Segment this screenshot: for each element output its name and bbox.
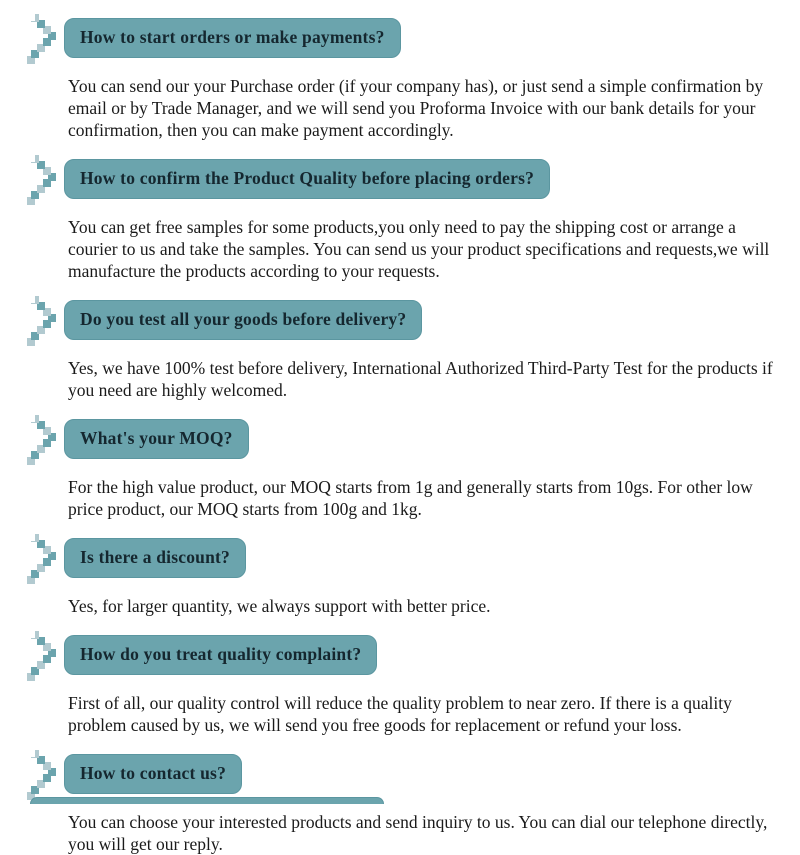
answer-text: Yes, we have 100% test before delivery, International Authorized Third-Party Test for the products if you need are highly welcomed.	[68, 358, 773, 400]
pixel-chevron-icon	[27, 533, 61, 583]
question-row	[27, 533, 800, 583]
question-row	[27, 295, 800, 345]
question-row	[27, 13, 800, 63]
question-text: How to start orders or make payments?	[80, 27, 385, 48]
question-header	[64, 635, 377, 674]
question-text: Do you test all your goods before delivery?	[80, 309, 407, 330]
question-header	[64, 18, 401, 57]
answer-text: First of all, our quality control will reduce the quality problem to near zero. If there is a quality problem caused by us, we will send you free goods for replacement or refund your loss.	[68, 693, 732, 735]
question-text: How to confirm the Product Quality before placing orders?	[80, 168, 535, 189]
pixel-chevron-icon	[27, 630, 61, 680]
faq-item	[0, 295, 800, 401]
question-text: Is there a discount?	[80, 547, 231, 568]
question-header	[64, 754, 242, 793]
question-header	[64, 300, 422, 339]
question-row	[27, 749, 800, 799]
question-row	[27, 154, 800, 204]
question-header	[64, 419, 249, 458]
answer-text: You can choose your interested products and send inquiry to us. You can dial our telephone directly, you will get our reply.	[68, 812, 768, 854]
pixel-chevron-icon	[27, 154, 61, 204]
question-text: How do you treat quality complaint?	[80, 644, 362, 665]
answer-text: Yes, for larger quantity, we always support with better price.	[68, 596, 491, 616]
pixel-chevron-icon	[27, 295, 61, 345]
pixel-chevron-icon	[27, 749, 61, 799]
answer-text: For the high value product, our MOQ starts from 1g and generally starts from 10gs. For other low price product, our MOQ starts from 100g and 1kg.	[68, 477, 753, 519]
faq-item	[0, 13, 800, 141]
pixel-chevron-icon	[27, 13, 61, 63]
faq-item	[0, 533, 800, 617]
pixel-chevron-icon	[27, 414, 61, 464]
question-text: How to contact us?	[80, 763, 227, 784]
answer-text: You can get free samples for some products,you only need to pay the shipping cost or arrange a courier to us and take the samples. You can send us your product specifications and requests,we will manufacture the products according to your requests.	[68, 217, 770, 281]
faq-item	[0, 414, 800, 520]
question-row	[27, 630, 800, 680]
question-text: What's your MOQ?	[80, 428, 233, 449]
faq-item	[0, 154, 800, 282]
question-header	[64, 159, 550, 198]
question-header	[64, 538, 246, 577]
faq-item	[0, 630, 800, 736]
question-row	[27, 414, 800, 464]
next-question-header-partial	[30, 797, 384, 804]
answer-text: You can send our your Purchase order (if your company has), or just send a simple confirmation by email or by Trade Manager, and we will send you Proforma Invoice with our bank details for your confirmation, then you can make payment accordingly.	[68, 76, 764, 140]
